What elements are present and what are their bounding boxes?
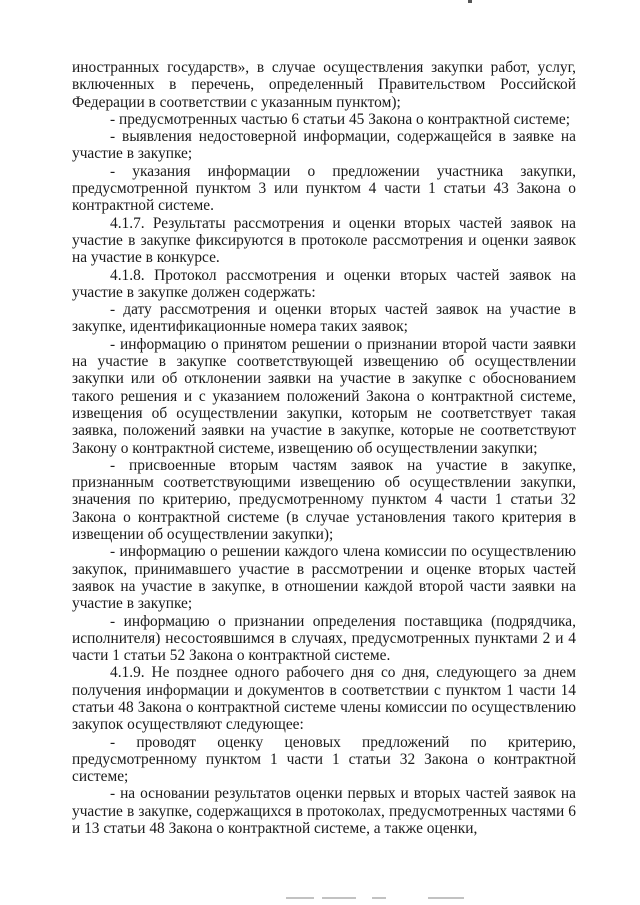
paragraph: - присвоенные вторым частям заявок на участие в закупке, признанным соответствующими извещению об осуществлении закупки, значения по критерию, предусмотренному пунктом 4 части 1 статьи 32 Закона о контрактной системе (в случае установления такого критерия в извещении об осуществлении закупки); (72, 456, 576, 544)
paragraph: - информацию о принятом решении о признании второй части заявки на участие в закупке соответствующей извещению об осуществлении закупки или об отклонении заявки на участие в закупке с обоснованием такого решения и с указанием положений Закона о контрактной системе, извещения об осуществлении закупки, которым не соответствует такая заявка, положений заявки на участие в закупке, которые не соответствуют Закону о контрактной системе, извещению об осуществлении закупки; (72, 335, 576, 457)
paragraph: - дату рассмотрения и оценки вторых частей заявок на участие в закупке, идентификационные номера таких заявок; (72, 301, 576, 336)
paragraph: 4.1.7. Результаты рассмотрения и оценки вторых частей заявок на участие в закупке фиксируются в протоколе рассмотрения и оценки заявок на участие в конкурсе. (72, 214, 576, 267)
paragraph: - выявления недостоверной информации, содержащейся в заявке на участие в закупке; (72, 128, 576, 163)
paragraph: иностранных государств», в случае осуществления закупки работ, услуг, включенных в перечень, определенный Правительством Российской Федерации в соответствии с указанным пунктом); (72, 59, 576, 111)
paragraph: 4.1.9. Не позднее одного рабочего дня со дня, следующего за днем получения информации и документов в соответствии с пунктом 1 части 14 статьи 48 Закона о контрактной системе члены комиссии по осуществлению закупок осуществляют следующее: (72, 664, 576, 734)
scan-mark (286, 897, 314, 899)
paragraph: - информацию о решении каждого члена комиссии по осуществлению закупок, принимавшего участие в рассмотрении и оценке вторых частей заявок на участие в закупке, в отношении каждой второй части заявки на участие в закупке; (72, 543, 576, 613)
paragraph: - информацию о признании определения поставщика (подрядчика, исполнителя) несостоявшимся в случаях, предусмотренных пунктами 2 и 4 части 1 статьи 52 Закона о контрактной системе. (72, 612, 576, 665)
scan-mark (428, 897, 464, 899)
document-body (72, 59, 576, 837)
paragraph: - указания информации о предложении участника закупки, предусмотренной пунктом 3 или пунктом 4 части 1 статьи 43 Закона о контрактной системе. (72, 162, 576, 215)
paragraph: - на основании результатов оценки первых и вторых частей заявок на участие в закупке, содержащихся в протоколах, предусмотренных частями 6 и 13 статьи 48 Закона о контрактной системе, а также оценки, (72, 785, 576, 838)
scan-mark (468, 0, 472, 3)
paragraph: - предусмотренных частью 6 статьи 45 Закона о контрактной системе; (110, 110, 570, 128)
scan-mark (322, 897, 356, 899)
paragraph: - проводят оценку ценовых предложений по критерию, предусмотренному пунктом 1 части 1 статьи 32 Закона о контрактной системе; (72, 733, 576, 786)
paragraph: 4.1.8. Протокол рассмотрения и оценки вторых частей заявок на участие в закупке должен содержать: (72, 266, 576, 301)
scan-mark (372, 897, 386, 899)
